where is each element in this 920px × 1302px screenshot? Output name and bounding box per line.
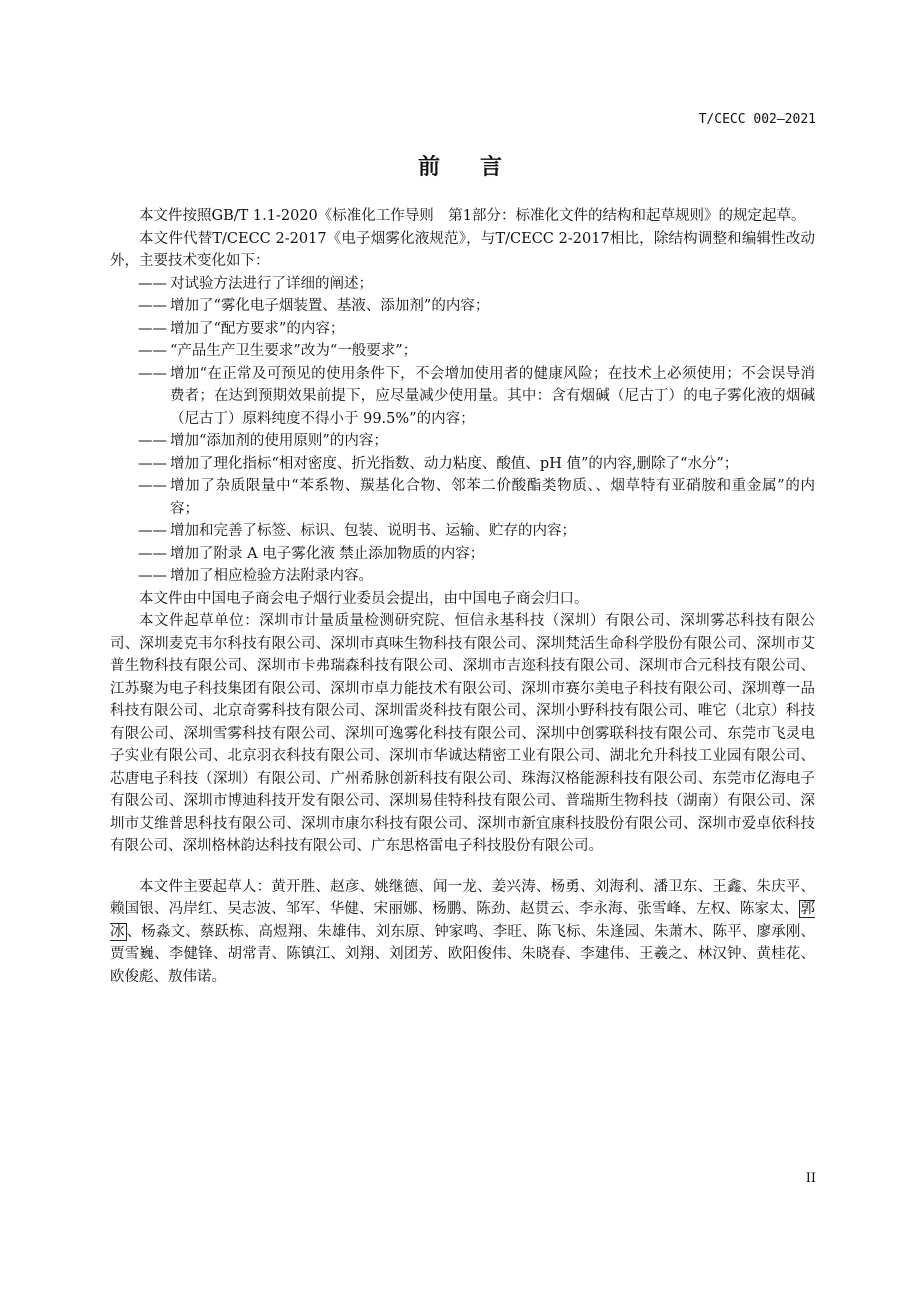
list-item-text: 增加“在正常及可预见的使用条件下，不会增加使用者的健康风险；在技术上必须使用；不会误导消费者；在达到预期效果前提下，应尽量减少使用量。其中：含有烟碱（尼古丁）的电子雾化液的烟碱（尼古丁）原料纯度不得小于 99.5%”的内容；	[170, 365, 815, 427]
dash-marker: ——	[138, 298, 167, 314]
drafters-paragraph	[110, 876, 815, 989]
intro-paragraph: 本文件代替T/CECC 2-2017《电子烟雾化液规范》，与T/CECC 2-2017相比，除结构调整和编辑性改动外，主要技术变化如下：	[110, 230, 815, 269]
highlighted-drafter-name: 郭冰	[110, 901, 815, 940]
list-item	[110, 453, 815, 476]
list-item-text: “产品生产卫生要求”改为“一般要求”；	[170, 343, 418, 359]
dash-marker: ——	[138, 478, 167, 494]
list-item	[110, 295, 815, 318]
proposal-paragraph: 本文件由中国电子商会电子烟行业委员会提出，由中国电子商会归口。	[139, 590, 589, 607]
list-item-text: 增加了附录 A 电子雾化液 禁止添加物质的内容；	[170, 545, 485, 562]
drafting-units-paragraph: 本文件起草单位：深圳市计量质量检测研究院、恒信永基科技（深圳）有限公司、深圳雾芯科技有限公司、深圳麦克韦尔科技有限公司、深圳市真味生物科技有限公司、深圳梵活生命科学股份有限公司、深圳市艾普生物科技有限公司、深圳市卡弗瑞森科技有限公司、深圳市吉迩科技有限公司、深圳市合元科技有限公司、江苏聚为电子科技集团有限公司、深圳市卓力能技术有限公司、深圳市赛尔美电子科技有限公司、深圳尊一品科技有限公司、北京奇雾科技有限公司、深圳雷炎科技有限公司、深圳小野科技有限公司、唯它（北京）科技有限公司、深圳雪雾科技有限公司、深圳可逸雾化科技有限公司、深圳中创雾联科技有限公司、东莞市飞灵电子实业有限公司、北京羽衣科技有限公司、深圳市华诚达精密工业有限公司、湖北允升科技工业园有限公司、芯唐电子科技（深圳）有限公司、广州希脉创新科技有限公司、珠海汉格能源科技有限公司、东莞市亿海电子有限公司、深圳市博迪科技开发有限公司、深圳易佳特科技有限公司、普瑞斯生物科技（湖南）有限公司、深圳市艾维普思科技有限公司、深圳市康尔科技有限公司、深圳市新宜康科技股份有限公司、深圳市爱卓依科技有限公司、深圳格林韵达科技有限公司、广东思格雷电子科技股份有限公司。	[110, 613, 815, 854]
dash-marker: ——	[138, 365, 167, 382]
document-body	[110, 205, 815, 988]
dash-marker: ——	[138, 275, 167, 292]
list-item	[110, 340, 815, 363]
list-item	[110, 543, 815, 566]
paragraph-spacer	[110, 858, 815, 876]
list-item-text: 增加了相应检验方法附录内容。	[170, 568, 373, 584]
list-item	[110, 565, 815, 588]
list-item-text: 增加了“雾化电子烟装置、基液、添加剂”的内容；	[170, 298, 490, 314]
drafters-text: 本文件主要起草人：黄开胜、赵彦、姚继德、闻一龙、姜兴涛、杨勇、刘海利、潘卫东、王鑫、朱庆平、赖国银、冯岸红、吴志波、邹军、华健、宋丽娜、杨鹏、陈劲、赵贯云、李永海、张雪峰、左权、陈家太、	[110, 878, 815, 917]
dash-marker: ——	[138, 568, 167, 584]
dash-marker: ——	[138, 433, 167, 449]
list-item	[110, 520, 815, 543]
dash-marker: ——	[138, 320, 167, 337]
dash-marker: ——	[138, 523, 167, 539]
intro-paragraph: 本文件按照GB/T 1.1-2020《标准化工作导则 第1部分：标准化文件的结构和起草规则》的规定起草。	[139, 208, 806, 224]
list-item-text: 增加了杂质限量中“苯系物、羰基化合物、邻苯二价酸酯类物质、、烟草特有亚硝胺和重金属”的内容；	[170, 478, 815, 517]
dash-marker: ——	[138, 343, 167, 359]
list-item-text: 增加了理化指标“相对密度、折光指数、动力粘度、酸值、pH 值”的内容,删除了“水分”；	[170, 455, 739, 472]
list-item-text: 对试验方法进行了详细的阐述；	[170, 275, 373, 292]
page-number: II	[805, 1171, 816, 1186]
drafters-text: 、杨淼文、蔡跃栋、高煜翔、朱雄伟、刘东原、钟家鸣、李旺、陈飞标、朱逢园、朱萧木、陈平、廖承刚、贾雪巍、李健锋、胡常青、陈镇江、刘翔、刘团芳、欧阳俊伟、朱晓春、李建伟、王羲之、林汉钟、黄桂花、欧俊彪、敖伟诺。	[110, 923, 816, 985]
list-item	[110, 475, 815, 520]
dash-marker: ——	[138, 545, 167, 562]
list-item	[110, 363, 815, 431]
list-item-text: 增加“添加剂的使用原则”的内容；	[170, 433, 388, 449]
dash-marker: ——	[138, 455, 167, 472]
list-item-text: 增加和完善了标签、标识、包装、说明书、运输、贮存的内容；	[170, 523, 576, 539]
change-list	[110, 273, 815, 588]
list-item-text: 增加了“配方要求”的内容；	[170, 320, 345, 337]
list-item	[110, 430, 815, 453]
document-code: T/CECC 002—2021	[698, 112, 816, 127]
list-item	[110, 318, 815, 341]
page-title: 前言	[417, 155, 542, 180]
list-item	[110, 273, 815, 296]
